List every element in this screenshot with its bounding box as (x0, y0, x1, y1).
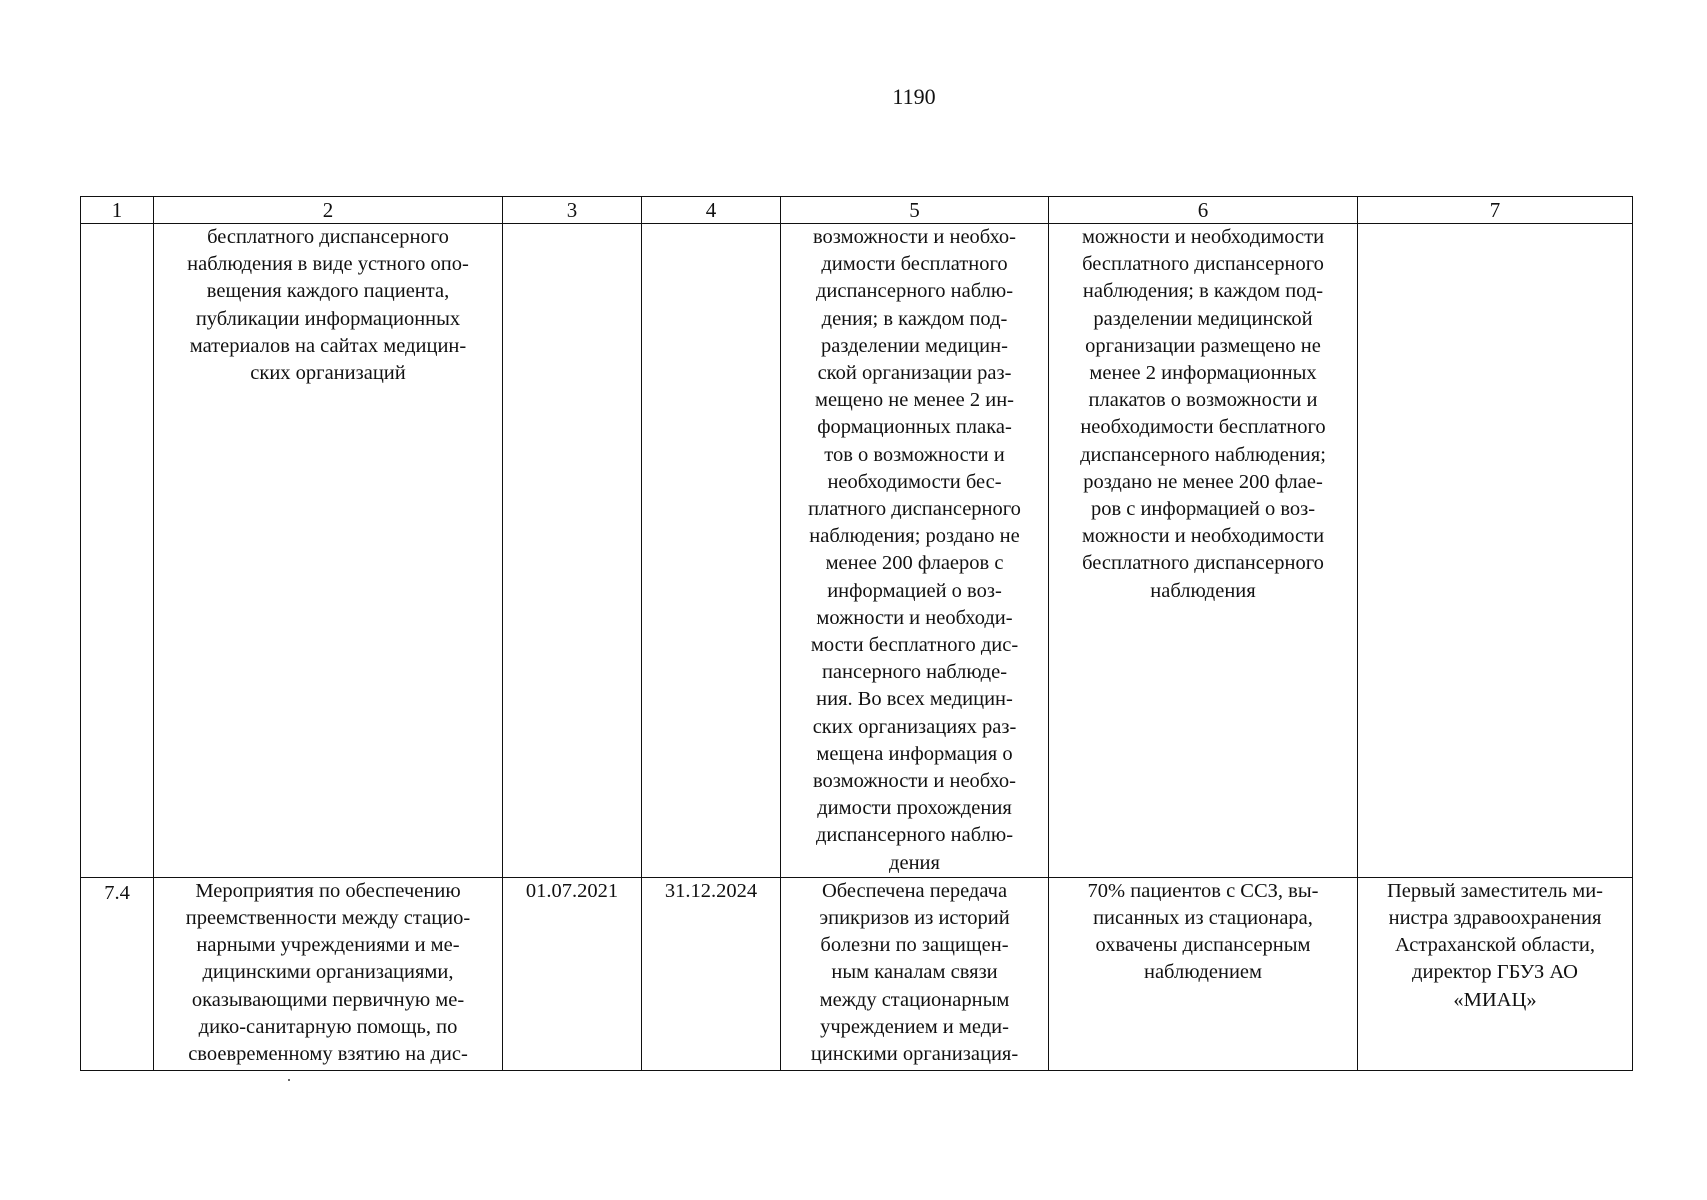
cell-text-line: Обеспечена передача (821, 879, 1008, 902)
cell-text-line: организации размещено не (1085, 334, 1321, 357)
cell-text-line: роздано не менее 200 флае- (1083, 470, 1323, 493)
cell-text-line: нистра здравоохранения (1388, 907, 1602, 930)
cell-text-line: димости прохождения (817, 797, 1012, 820)
cell-indicator (1049, 224, 1358, 878)
cell-text-line: димости бесплатного (821, 253, 1008, 276)
header-cell: 5 (781, 197, 1049, 224)
cell-text-line: необходимости бес- (827, 470, 1002, 493)
cell-text-line: 7.4 (104, 881, 130, 904)
cell-text-line: преемственности между стацио- (185, 907, 471, 930)
cell-text-line: дико-санитарную помощь, по (198, 1015, 458, 1038)
cell-text-line: диспансерного наблюдения; (1080, 443, 1326, 466)
cell-start-date (503, 224, 642, 878)
cell-text-line: формационных плака- (817, 416, 1012, 439)
cell-text-line: можности и необходимости (1081, 525, 1325, 548)
cell-text-line: наблюдением (1143, 961, 1263, 984)
cell-text-line: учреждением и меди- (820, 1015, 1009, 1038)
cell-text-line: ров с информацией о воз- (1090, 498, 1316, 521)
cell-text-line: Мероприятия по обеспечению (195, 879, 461, 902)
cell-text-line: мещено не менее 2 ин- (814, 389, 1014, 412)
cell-text-line: своевременному взятию на дис- (188, 1043, 468, 1066)
cell-text-line: наблюдения в виде устного опо- (187, 253, 469, 276)
cell-text-line: Астраханской области, (1394, 934, 1595, 957)
cell-text-line: вещения каждого пациента, (206, 280, 450, 303)
cell-text-line: эпикризов из историй (819, 907, 1010, 930)
cell-text-line: 31.12.2024 (664, 879, 758, 902)
cell-responsible (1358, 877, 1633, 1070)
cell-text-line: мещена информация о (816, 742, 1013, 765)
cell-text-line: дицинскими организациями, (202, 961, 454, 984)
table-row (81, 224, 1633, 878)
cell-text-line: Первый заместитель ми- (1386, 879, 1604, 902)
cell-text-line: плакатов о возможности и (1088, 389, 1318, 412)
cell-text-line: бесплатного диспансерного (207, 226, 449, 248)
cell-text-line: оказывающими первичную ме- (191, 988, 465, 1011)
cell-text-line: менее 200 флаеров с (825, 552, 1004, 575)
cell-text-line: бесплатного диспансерного (1082, 552, 1324, 575)
table-row (81, 877, 1633, 1070)
cell-end-date (642, 877, 781, 1070)
cell-result (781, 877, 1049, 1070)
cell-text-line: охвачены диспансерным (1095, 934, 1311, 957)
cell-text-line: ской организации раз- (817, 362, 1012, 385)
scan-speck (288, 1079, 290, 1081)
header-cell: 7 (1358, 197, 1633, 224)
cell-text-line: директор ГБУЗ АО (1412, 961, 1578, 984)
header-cell: 4 (642, 197, 781, 224)
plan-table (80, 196, 1633, 1071)
cell-text-line: материалов на сайтах медицин- (189, 334, 467, 357)
cell-result (781, 224, 1049, 878)
cell-text-line: диспансерного наблю- (815, 280, 1014, 303)
cell-measure (154, 224, 503, 878)
cell-responsible (1358, 224, 1633, 878)
cell-text-line: диспансерного наблю- (815, 824, 1014, 847)
header-cell: 6 (1049, 197, 1358, 224)
cell-text-line: наблюдения; роздано не (809, 525, 1020, 548)
cell-measure (154, 877, 503, 1070)
cell-indicator (1049, 877, 1358, 1070)
cell-number (81, 224, 154, 878)
cell-text-line: «МИАЦ» (1453, 988, 1537, 1011)
cell-text-line: ских организаций (250, 362, 406, 385)
cell-text-line: возможности и необхо- (813, 770, 1016, 793)
cell-start-date (503, 877, 642, 1070)
cell-text-line: наблюдения (1150, 579, 1256, 602)
cell-text-line: можности и необходи- (816, 606, 1013, 629)
cell-end-date (642, 224, 781, 878)
cell-text-line: цинскими организация- (810, 1043, 1019, 1066)
cell-text-line: дения; в каждом под- (821, 307, 1008, 330)
cell-text-line: бесплатного диспансерного (1082, 253, 1324, 276)
cell-text-line: разделении медицин- (821, 334, 1008, 357)
cell-text-line: нарными учреждениями и ме- (196, 934, 460, 957)
cell-text-line: пансерного наблюде- (821, 661, 1008, 684)
cell-text-line: возможности и необхо- (813, 226, 1016, 248)
cell-text-line: платного диспансерного (808, 498, 1021, 521)
cell-text-line: тов о возможности и (824, 443, 1005, 466)
cell-number (81, 877, 154, 1070)
cell-text-line: дения (889, 851, 940, 874)
cell-text-line: 70% пациентов с ССЗ, вы- (1087, 879, 1319, 902)
cell-text-line: ным каналам связи (831, 961, 998, 984)
cell-text-line: менее 2 информационных (1089, 362, 1317, 385)
cell-text-line: можности и необходимости (1081, 226, 1325, 248)
cell-text-line: разделении медицинской (1093, 307, 1313, 330)
cell-text-line: информацией о воз- (827, 579, 1002, 602)
header-cell: 2 (154, 197, 503, 224)
cell-text-line: писанных из стационара, (1093, 907, 1313, 930)
cell-text-line: мости бесплатного дис- (810, 634, 1019, 657)
cell-text-line: необходимости бесплатного (1080, 416, 1326, 439)
cell-text-line: публикации информационных (195, 307, 461, 330)
header-cell: 3 (503, 197, 642, 224)
table-header-row (81, 197, 1633, 224)
cell-text-line: ских организациях раз- (812, 715, 1017, 738)
header-cell: 1 (81, 197, 154, 224)
cell-text-line: болезни по защищен- (820, 934, 1009, 957)
cell-text-line: 01.07.2021 (525, 879, 619, 902)
cell-text-line: ния. Во всех медицин- (816, 688, 1013, 711)
page-number: 1190 (892, 84, 936, 109)
cell-text-line: между стационарным (819, 988, 1010, 1011)
cell-text-line: наблюдения; в каждом под- (1082, 280, 1324, 303)
